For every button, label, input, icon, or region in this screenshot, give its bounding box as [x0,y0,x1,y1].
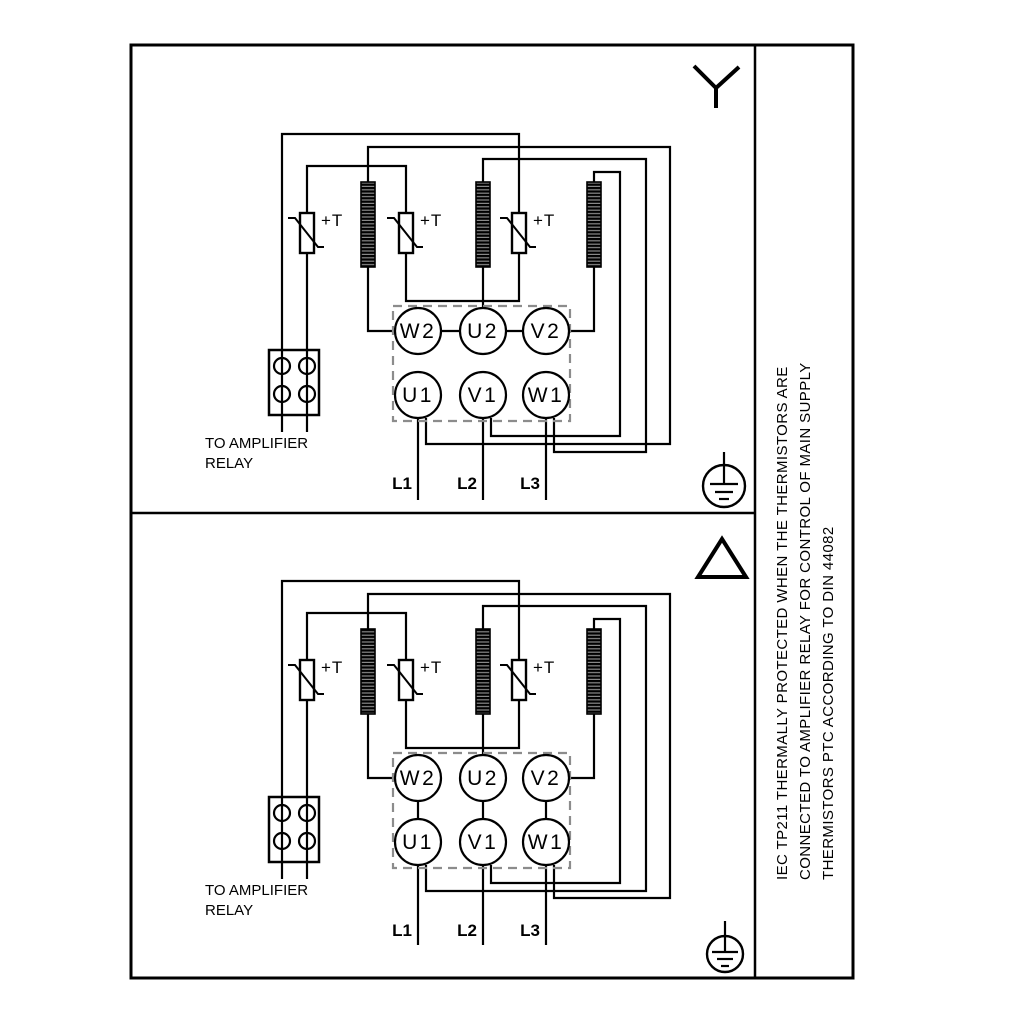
thermistor-icon [500,213,536,253]
delta-bridge-links [418,801,546,819]
thermistors [288,658,555,700]
ground-icon [707,921,743,972]
relay-caption-line2: RELAY [205,902,254,919]
panel-star [205,66,745,507]
star-icon [694,66,739,108]
thermistor-label: +T [321,658,344,677]
thermistor-label: +T [533,211,556,230]
coil-icon [361,182,375,267]
thermistor-icon [500,660,536,700]
relay-terminal-block [269,350,319,415]
relay-caption-line1: TO AMPLIFIER [205,882,309,899]
terminal-label-w1: W1 [527,831,565,854]
terminal-label-v2: V2 [530,767,562,790]
relay-caption-line1: TO AMPLIFIER [205,435,309,452]
terminal-label-u1: U1 [402,384,434,407]
winding-coils [361,182,601,267]
delta-icon [698,539,746,577]
supply-label-l1: L1 [392,921,412,940]
sidebar-note-line3: THERMISTORS PTC ACCORDING TO DIN 44082 [820,526,837,880]
sidebar-note-line1: IEC TP211 THERMALLY PROTECTED WHEN THE THERMISTORS ARE [774,366,791,880]
terminal-label-w2: W2 [399,320,437,343]
thermistor-label: +T [420,211,443,230]
sidebar-note [771,362,841,880]
terminals [395,308,569,418]
terminal-label-u2: U2 [467,767,499,790]
relay-caption-line2: RELAY [205,455,254,472]
terminal-label-w2: W2 [399,767,437,790]
thermistor-label: +T [321,211,344,230]
supply-label-l3: L3 [520,921,540,940]
ground-icon [703,452,745,507]
supply-label-l1: L1 [392,474,412,493]
sidebar-note-line2: CONNECTED TO AMPLIFIER RELAY FOR CONTROL OF MAIN SUPPLY [797,362,814,880]
terminal-label-u1: U1 [402,831,434,854]
panel-delta [205,539,746,972]
terminal-label-v1: V1 [467,384,499,407]
terminal-label-w1: W1 [527,384,565,407]
thermistor-icon [288,213,324,253]
supply-label-l2: L2 [457,921,477,940]
winding-coils [361,629,601,714]
terminal-label-u2: U2 [467,320,499,343]
terminal-label-v2: V2 [530,320,562,343]
coil-icon [587,182,601,267]
coil-icon [476,182,490,267]
thermistor-label: +T [420,658,443,677]
coil-icon [587,629,601,714]
relay-terminal-block [269,797,319,862]
thermistors [288,211,555,253]
supply-label-l2: L2 [457,474,477,493]
thermistor-icon [387,213,423,253]
thermistor-icon [387,660,423,700]
thermistor-label: +T [533,658,556,677]
thermistor-icon [288,660,324,700]
terminal-label-v1: V1 [467,831,499,854]
coil-icon [361,629,375,714]
supply-label-l3: L3 [520,474,540,493]
coil-icon [476,629,490,714]
